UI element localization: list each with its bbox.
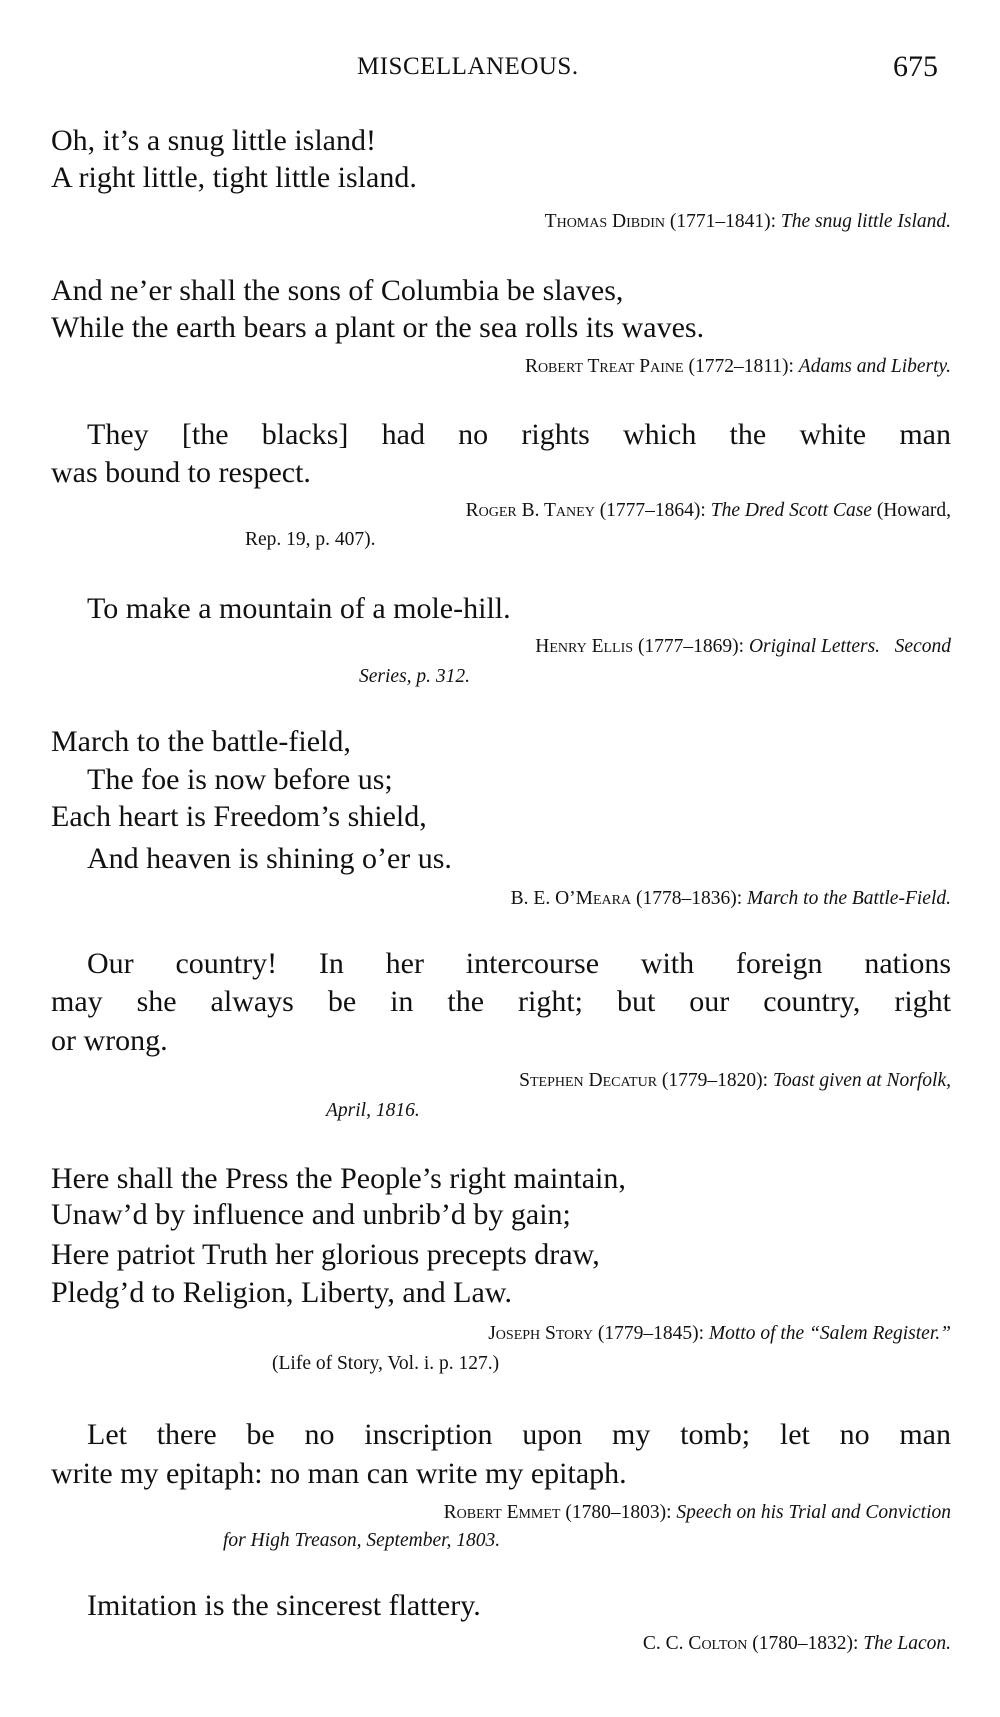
dates: (1780–1803): [565, 1502, 672, 1523]
author: Robert Emmet [443, 1502, 561, 1523]
quote-line: To make a mountain of a mole-hill. [87, 592, 511, 625]
quote-line: or wrong. [51, 1024, 168, 1057]
attribution [545, 212, 951, 232]
dates: (1778–1836): [635, 888, 743, 909]
author: Thomas Dibdin [544, 211, 665, 232]
dates: (1780–1832): [752, 1633, 859, 1654]
quote-line: Pledg’d to Religion, Liberty, and Law. [51, 1276, 513, 1309]
quote-line: March to the battle-field, [51, 725, 351, 758]
quote-line: While the earth bears a plant or the sea rolls its waves. [51, 311, 705, 344]
dates: (1777–1869): [637, 636, 745, 657]
author: B. E. O’Meara [510, 888, 632, 909]
quote-line: A right little, tight little island. [51, 161, 417, 194]
author: Joseph Story [488, 1323, 593, 1344]
source: The Dred Scott Case [710, 500, 872, 521]
quote-line: Here shall the Press the People’s right maintain, [51, 1162, 626, 1195]
quote-line: Here patriot Truth her glorious precepts draw, [51, 1238, 600, 1271]
author: Stephen Decatur [519, 1070, 658, 1091]
quote-line: And ne’er shall the sons of Columbia be slaves, [51, 274, 624, 307]
quote-line: Unaw’d by influence and unbrib’d by gain; [51, 1198, 571, 1231]
attribution [488, 1324, 951, 1344]
author: Roger B. Taney [465, 500, 595, 521]
quote-line: Each heart is Freedom’s shield, [51, 800, 427, 833]
attribution-continuation: April, 1816. [326, 1100, 420, 1121]
attribution-continuation: Series, p. 312. [359, 666, 471, 687]
quote-line: Our country! In her intercourse with foreign nations [87, 947, 951, 980]
author: Henry Ellis [535, 636, 634, 657]
author: C. C. Colton [642, 1633, 748, 1654]
quote-line: They [the blacks] had no rights which the white man [87, 418, 951, 451]
source: Original Letters. Second [748, 636, 951, 657]
quote-line: The foe is now before us; [87, 763, 393, 796]
quote-line: And heaven is shining o’er us. [87, 842, 452, 875]
quote-line: Imitation is the sincerest flattery. [87, 1589, 481, 1622]
attribution [535, 637, 951, 657]
source: The snug little Island. [780, 211, 951, 232]
quote-line: write my epitaph: no man can write my epitaph. [51, 1457, 627, 1490]
attribution [466, 501, 951, 521]
quote-line: Oh, it’s a snug little island! [51, 124, 376, 157]
dates: (1777–1864): [599, 500, 706, 521]
dates: (1779–1845): [597, 1323, 704, 1344]
attribution [643, 1634, 951, 1654]
attribution-continuation: for High Treason, September, 1803. [223, 1530, 501, 1551]
attribution [444, 1503, 951, 1523]
source: The Lacon. [863, 1633, 951, 1654]
quote-line: may she always be in the right; but our country, right [51, 985, 951, 1018]
quote-line: Let there be no inscription upon my tomb; let no man [87, 1418, 951, 1451]
source: March to the Battle-Field. [747, 888, 951, 909]
source: Toast given at Norfolk, [772, 1070, 951, 1091]
source: Speech on his Trial and Conviction [676, 1502, 951, 1523]
dates: (1772–1811): [688, 356, 794, 377]
attribution [519, 1071, 951, 1091]
running-header: MISCELLANEOUS. [357, 53, 579, 80]
attribution [525, 357, 951, 377]
source: Motto of the “Salem Register.” [708, 1323, 951, 1344]
dates: (1771–1841): [669, 211, 777, 232]
attribution [511, 889, 951, 909]
page-number: 675 [893, 50, 938, 83]
reference: (Howard, [876, 500, 951, 521]
quote-line: was bound to respect. [51, 456, 311, 489]
source: Adams and Liberty. [798, 356, 951, 377]
attribution-continuation: (Life of Story, Vol. i. p. 127.) [272, 1353, 500, 1374]
dates: (1779–1820): [661, 1070, 769, 1091]
author: Robert Treat Paine [524, 356, 684, 377]
attribution-continuation: Rep. 19, p. 407). [245, 529, 376, 550]
